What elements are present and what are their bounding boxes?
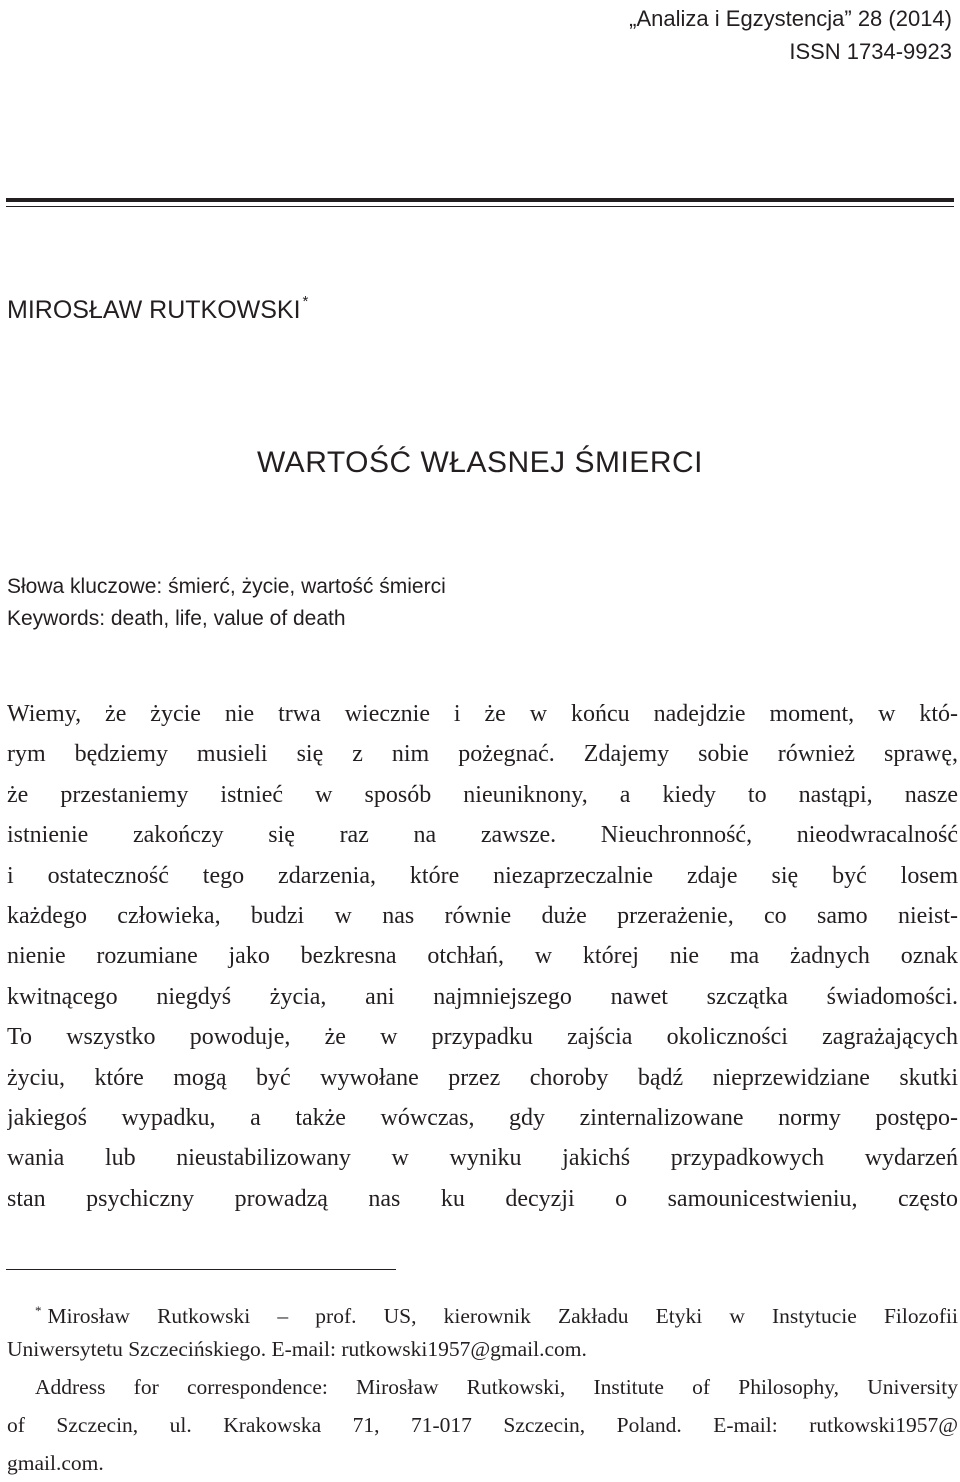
header-rule-thin [6,206,954,207]
body-paragraph [7,694,958,1219]
author-line [7,293,308,325]
header-rule-thick [6,198,954,202]
keywords-block [7,571,446,635]
footnote-line [7,1292,958,1330]
footnote-address-line: gmail.com. [7,1451,104,1475]
body-line: wania lub nieustabilizowany w wyniku jakichś przypadkowych wydarzeń [7,1145,958,1172]
footnote-affiliation: Mirosław Rutkowski – prof. US, kierownik Zakładu Etyki w Instytucie Filozofii [47,1304,958,1328]
footnote-address-line: of Szczecin, ul. Krakowska 71, 71-017 Szczecin, Poland. E-mail: rutkowski1957@ [7,1413,958,1437]
journal-issn: ISSN 1734-9923 [789,39,952,64]
body-line: nienie rozumiane jako bezkresna otchłań, w której nie ma żadnych oznak [7,943,958,970]
body-line: jakiegoś wypadku, a także wówczas, gdy zinternalizowane normy postępo- [7,1104,958,1131]
body-line: i ostateczność tego zdarzenia, które niezaprzeczalnie zdaje się być losem [7,862,958,889]
body-line: że przestaniemy istnieć w sposób nieuniknony, a kiedy to nastąpi, nasze [7,781,958,808]
body-line: To wszystko powoduje, że w przypadku zajścia okoliczności zagrażających [7,1024,958,1051]
footnote-address-line: Address for correspondence: Mirosław Rutkowski, Institute of Philosophy, University [35,1375,958,1399]
keywords-english: Keywords: death, life, value of death [7,607,346,630]
body-line: każdego człowieka, budzi w nas równie duże przerażenie, co samo nieist- [7,902,958,929]
body-line: życiu, które mogą być wywołane przez choroby bądź nieprzewidziane skutki [7,1064,958,1091]
article-title: WARTOŚĆ WŁASNEJ ŚMIERCI [256,446,703,479]
footnote-separator [6,1269,396,1270]
footnote-marker: * [35,1303,42,1318]
author-name: MIROSŁAW RUTKOWSKI [7,296,301,324]
keywords-polish: Słowa kluczowe: śmierć, życie, wartość śmierci [7,575,446,598]
body-line: Wiemy, że życie nie trwa wiecznie i że w końcu nadejdzie moment, w któ- [7,701,958,727]
author-footnote-marker[interactable]: * [302,293,309,310]
body-line: kwitnącego niegdyś życia, ani najmniejszego nawet szczątka świadomości. [7,983,958,1010]
body-line: stan psychiczny prowadzą nas ku decyzji o samounicestwieniu, często [7,1185,958,1212]
footnote-line: Uniwersytetu Szczecińskiego. E-mail: rutkowski1957@gmail.com. [7,1337,587,1361]
body-line: istnienie zakończy się raz na zawsze. Nieuchronność, nieodwracalność [7,822,958,849]
footnotes-block [7,1292,958,1482]
body-line: rym będziemy musieli się z nim pożegnać. Zdajemy sobie również sprawę, [7,741,958,768]
journal-header [629,2,952,68]
journal-citation: „Analiza i Egzystencja” 28 (2014) [629,6,952,31]
